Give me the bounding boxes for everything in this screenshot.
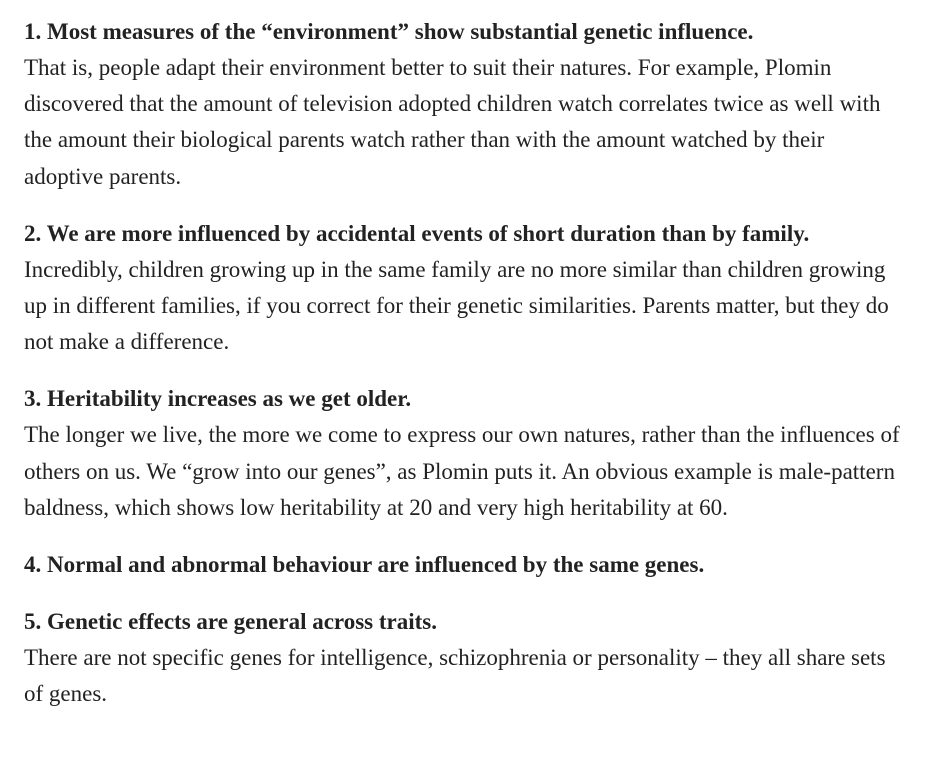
finding-body: Incredibly, children growing up in the same family are no more similar than children growing up in different families, if you correct for their genetic similarities. Parents matter, but they do not make a difference.: [24, 256, 889, 355]
finding-1: [24, 14, 905, 195]
finding-body: The longer we live, the more we come to express our own natures, rather than the influences of others on us. We “grow into our genes”, as Plomin puts it. An obvious example is male-pattern baldness, which shows low heritability at 20 and very high heritability at 60.: [24, 422, 900, 520]
finding-heading: 3. Heritability increases as we get older.: [24, 386, 412, 412]
finding-5: [24, 604, 905, 712]
finding-2: [24, 216, 905, 361]
finding-4: [24, 547, 905, 583]
finding-3: [24, 381, 905, 526]
finding-body: There are not specific genes for intelligence, schizophrenia or personality – they all share sets of genes.: [24, 645, 886, 707]
finding-heading: 1. Most measures of the “environment” show substantial genetic influence.: [24, 19, 754, 44]
finding-heading: 2. We are more influenced by accidental events of short duration than by family.: [24, 220, 810, 246]
finding-heading: 5. Genetic effects are general across traits.: [24, 609, 437, 635]
finding-heading: 4. Normal and abnormal behaviour are influenced by the same genes.: [24, 552, 705, 578]
finding-body: That is, people adapt their environment better to suit their natures. For example, Plomin discovered that the amount of television adopted children watch correlates twice as well with the amount their biological parents watch rather than with the amount watched by their adoptive parents.: [24, 55, 881, 189]
